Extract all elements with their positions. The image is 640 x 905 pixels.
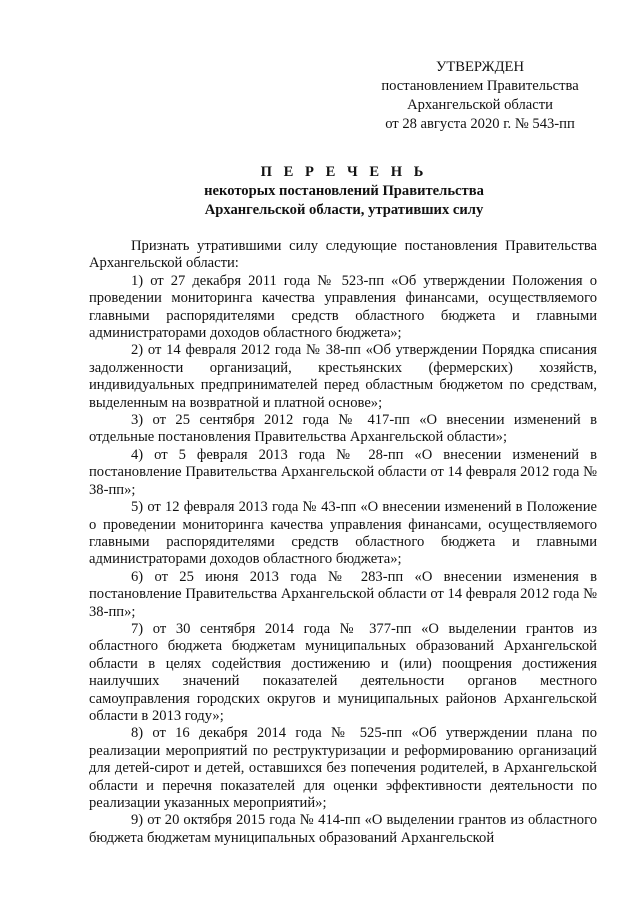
approval-line: Архангельской области xyxy=(407,97,553,113)
approval-date-number: от 28 августа 2020 г. № 543-пп xyxy=(385,116,575,132)
title-subline: некоторых постановлений Правительства xyxy=(204,183,484,199)
intro-paragraph: Признать утратившими силу следующие постановления Правительства Архангельской области: xyxy=(89,238,597,272)
list-item: 7) от 30 сентября 2014 года № 377-пп «О выделении грантов из областного бюджета бюджетам муниципальных образований Архангельской области в целях содействия достижению и (или) поощрения достижения наилучших значений показателей деятельности органов местного самоуправления городских округов и муниципальных районов Архангельской области в 2013 году»; xyxy=(89,620,597,724)
approval-line: постановлением Правительства xyxy=(381,78,579,94)
list-item: 3) от 25 сентября 2012 года № 417-пп «О внесении изменений в отдельные постановления Правительства Архангельской области»; xyxy=(89,412,597,446)
title-heading: П Е Р Е Ч Е Н Ь xyxy=(260,164,428,180)
list-item: 1) от 27 декабря 2011 года № 523-пп «Об утверждении Положения о проведении мониторинга качества управления финансами, осуществляемого главными распорядителями средств областного бюджета и главными администраторами доходов областного бюджета»; xyxy=(89,272,597,342)
approval-stamp xyxy=(370,58,590,134)
title-subline: Архангельской области, утративших силу xyxy=(204,202,484,218)
document-body xyxy=(89,238,597,847)
list-item: 5) от 12 февраля 2013 года № 43-пп «О внесении изменений в Положение о проведении мониторинга качества управления финансами, осуществляемого главными распорядителями средств областного бюджета и главными администраторами доходов областного бюджета»; xyxy=(89,499,597,568)
approval-heading: УТВЕРЖДЕН xyxy=(436,59,524,75)
list-item: 4) от 5 февраля 2013 года № 28-пп «О внесении изменений в постановление Правительства Архангельской области от 14 февраля 2012 года № 38-пп»; xyxy=(89,446,597,498)
document-title xyxy=(89,163,599,220)
list-item: 2) от 14 февраля 2012 года № 38-пп «Об утверждении Порядка списания задолженности организаций, крестьянских (фермерских) хозяйств, индивидуальных предпринимателей перед областным бюджетом по средствам, выделенным на возвратной и платной основе»; xyxy=(89,342,597,411)
list-item: 6) от 25 июня 2013 года № 283-пп «О внесении изменения в постановление Правительства Архангельской области от 14 февраля 2012 года № 38-пп»; xyxy=(89,568,597,620)
list-item: 9) от 20 октября 2015 года № 414-пп «О выделении грантов из областного бюджета бюджетам муниципальных образований Архангельской xyxy=(89,812,597,846)
list-item: 8) от 16 декабря 2014 года № 525-пп «Об утверждении плана по реализации мероприятий по реструктуризации и реформированию организаций для детей-сирот и детей, оставшихся без попечения родителей, в Архангельской области и перечня показателей для оценки эффективности деятельности по реализации указанных мероприятий»; xyxy=(89,725,597,811)
